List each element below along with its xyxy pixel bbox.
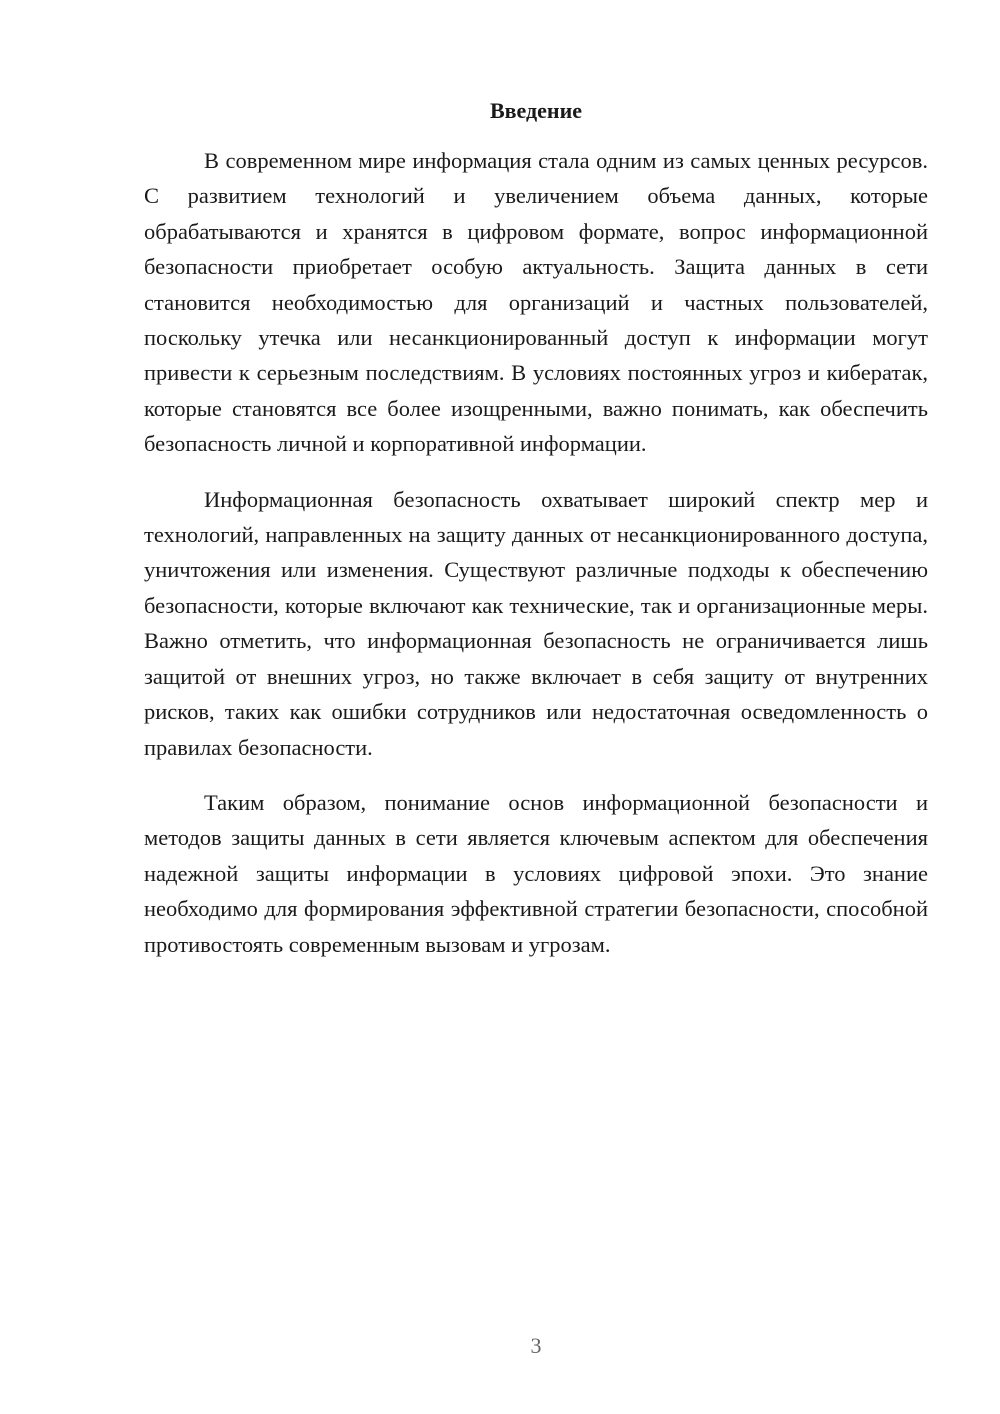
paragraph-2: Информационная безопасность охватывает широкий спектр мер и технологий, направленных на защиту данных от несанкционированного доступа, уничтожения или изменения. Существуют различные подходы к обеспечению безопасности, которые включают как технические, так и организационные меры. Важно отметить, что информационная безопасность не ограничивается лишь защитой от внешних угроз, но также включает в себя защиту от внутренних рисков, таких как ошибки сотрудников или недостаточная осведомленность о правилах безопасности. — [144, 486, 928, 760]
page-content — [144, 95, 928, 982]
page-number: 3 — [530, 1333, 542, 1358]
paragraph-1: В современном мире информация стала одним из самых ценных ресурсов. С развитием технологий и увеличением объема данных, которые обрабатываются и хранятся в цифровом формате, вопрос информационной безопасности приобретает особую актуальность. Защита данных в сети становится необходимостью для организаций и частных пользователей, поскольку утечка или несанкционированный доступ к информации могут привести к серьезным последствиям. В условиях постоянных угроз и кибератак, которые становятся все более изощренными, важно понимать, как обеспечить безопасность личной и корпоративной информации. — [144, 148, 928, 457]
paragraph-3: Таким образом, понимание основ информационной безопасности и методов защиты данных в сети является ключевым аспектом для обеспечения надежной защиты информации в условиях цифровой эпохи. Это знание необходимо для формирования эффективной стратегии безопасности, способной противостоять современным вызовам и угрозам. — [144, 789, 928, 957]
section-heading: Введение — [489, 98, 583, 123]
